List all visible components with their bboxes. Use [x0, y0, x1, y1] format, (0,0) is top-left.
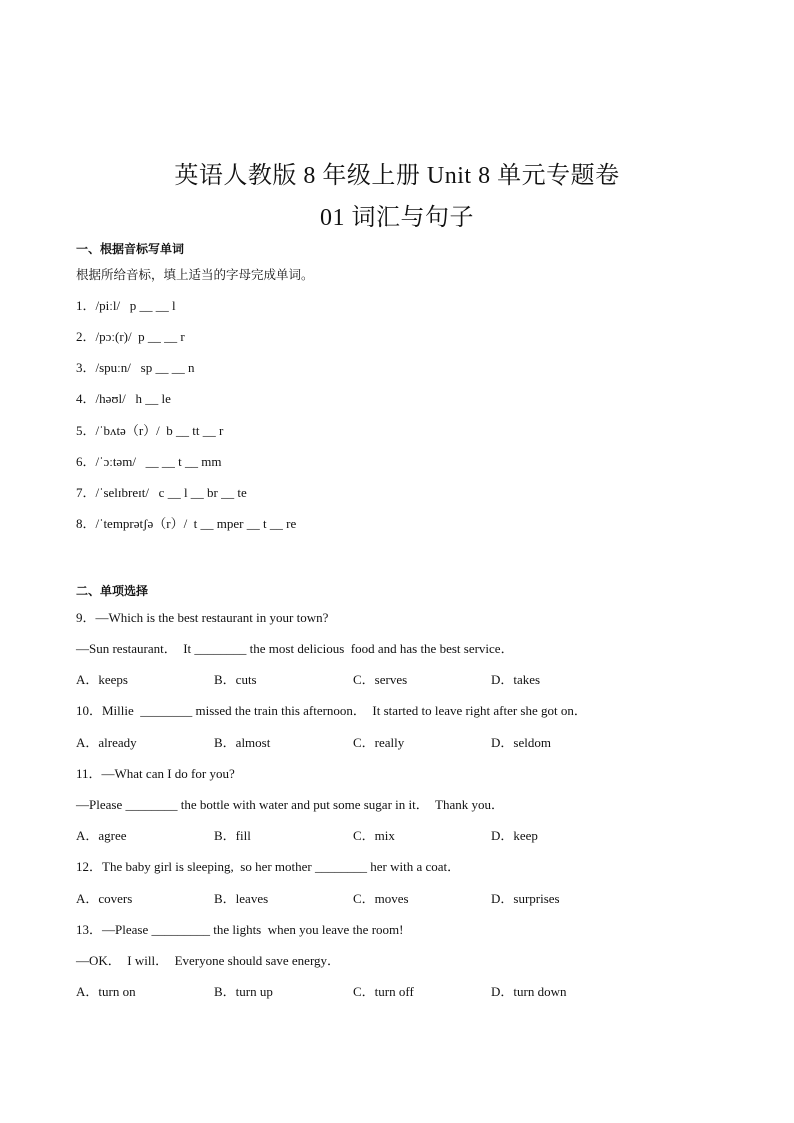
option-c: C．turn off: [353, 984, 414, 999]
option-d: D．turn down: [491, 984, 567, 999]
option-c: C．moves: [353, 891, 409, 906]
question-stem: 11．—What can I do for you?: [76, 766, 235, 781]
question-stem: 9．—Which is the best restaurant in your town?: [76, 610, 329, 625]
option-b: B．turn up: [214, 984, 273, 999]
question-stem: 13．—Please _________ the lights when you leave the room!: [76, 922, 404, 937]
document-title: 英语人教版 8 年级上册 Unit 8 单元专题卷: [174, 163, 620, 189]
option-b: B．cuts: [214, 672, 257, 687]
section-1-instruction: 根据所给音标，填上适当的字母完成单词。: [76, 267, 314, 282]
phonetic-item: 5．/ˈbʌtə（r）/ b __ tt __ r: [76, 423, 224, 438]
option-d: D．seldom: [491, 735, 551, 750]
option-a: A．turn on: [76, 984, 136, 999]
phonetic-item: 4．/həʊl/ h __ le: [76, 391, 171, 406]
option-d: D．takes: [491, 672, 541, 687]
option-d: D．keep: [491, 828, 538, 843]
option-b: B．almost: [214, 735, 271, 750]
question-stem: —Please ________ the bottle with water and put some sugar in it． Thank you．: [76, 797, 504, 812]
option-c: C．mix: [353, 828, 395, 843]
option-a: A．already: [76, 735, 137, 750]
option-c: C．really: [353, 735, 405, 750]
phonetic-item: 3．/spuːn/ sp __ __ n: [76, 360, 195, 375]
option-c: C．serves: [353, 672, 408, 687]
option-b: B．fill: [214, 828, 251, 843]
question-stem: —Sun restaurant． It ________ the most delicious food and has the best service．: [76, 641, 514, 656]
phonetic-item: 1．/piːl/ p __ __ l: [76, 298, 176, 313]
document-subtitle: 01 词汇与句子: [320, 205, 474, 231]
question-stem: 10．Millie ________ missed the train this afternoon． It started to leave right after she got on．: [76, 703, 587, 718]
phonetic-item: 2．/pɔː(r)/ p __ __ r: [76, 329, 185, 344]
section-1-heading: 一、根据音标写单词: [76, 242, 185, 256]
question-stem: —OK． I will． Everyone should save energy．: [76, 953, 341, 968]
option-a: A．agree: [76, 828, 127, 843]
option-d: D．surprises: [491, 891, 560, 906]
option-a: A．covers: [76, 891, 133, 906]
section-2-heading: 二、单项选择: [76, 584, 149, 598]
option-a: A．keeps: [76, 672, 128, 687]
question-stem: 12．The baby girl is sleeping, so her mother ________ her with a coat．: [76, 859, 461, 874]
option-b: B．leaves: [214, 891, 269, 906]
phonetic-item: 8．/ˈtemprətʃə（r）/ t __ mper __ t __ re: [76, 516, 297, 531]
phonetic-item: 6．/ˈɔːtəm/ __ __ t __ mm: [76, 454, 222, 469]
phonetic-item: 7．/ˈselɪbreɪt/ c __ l __ br __ te: [76, 485, 247, 500]
